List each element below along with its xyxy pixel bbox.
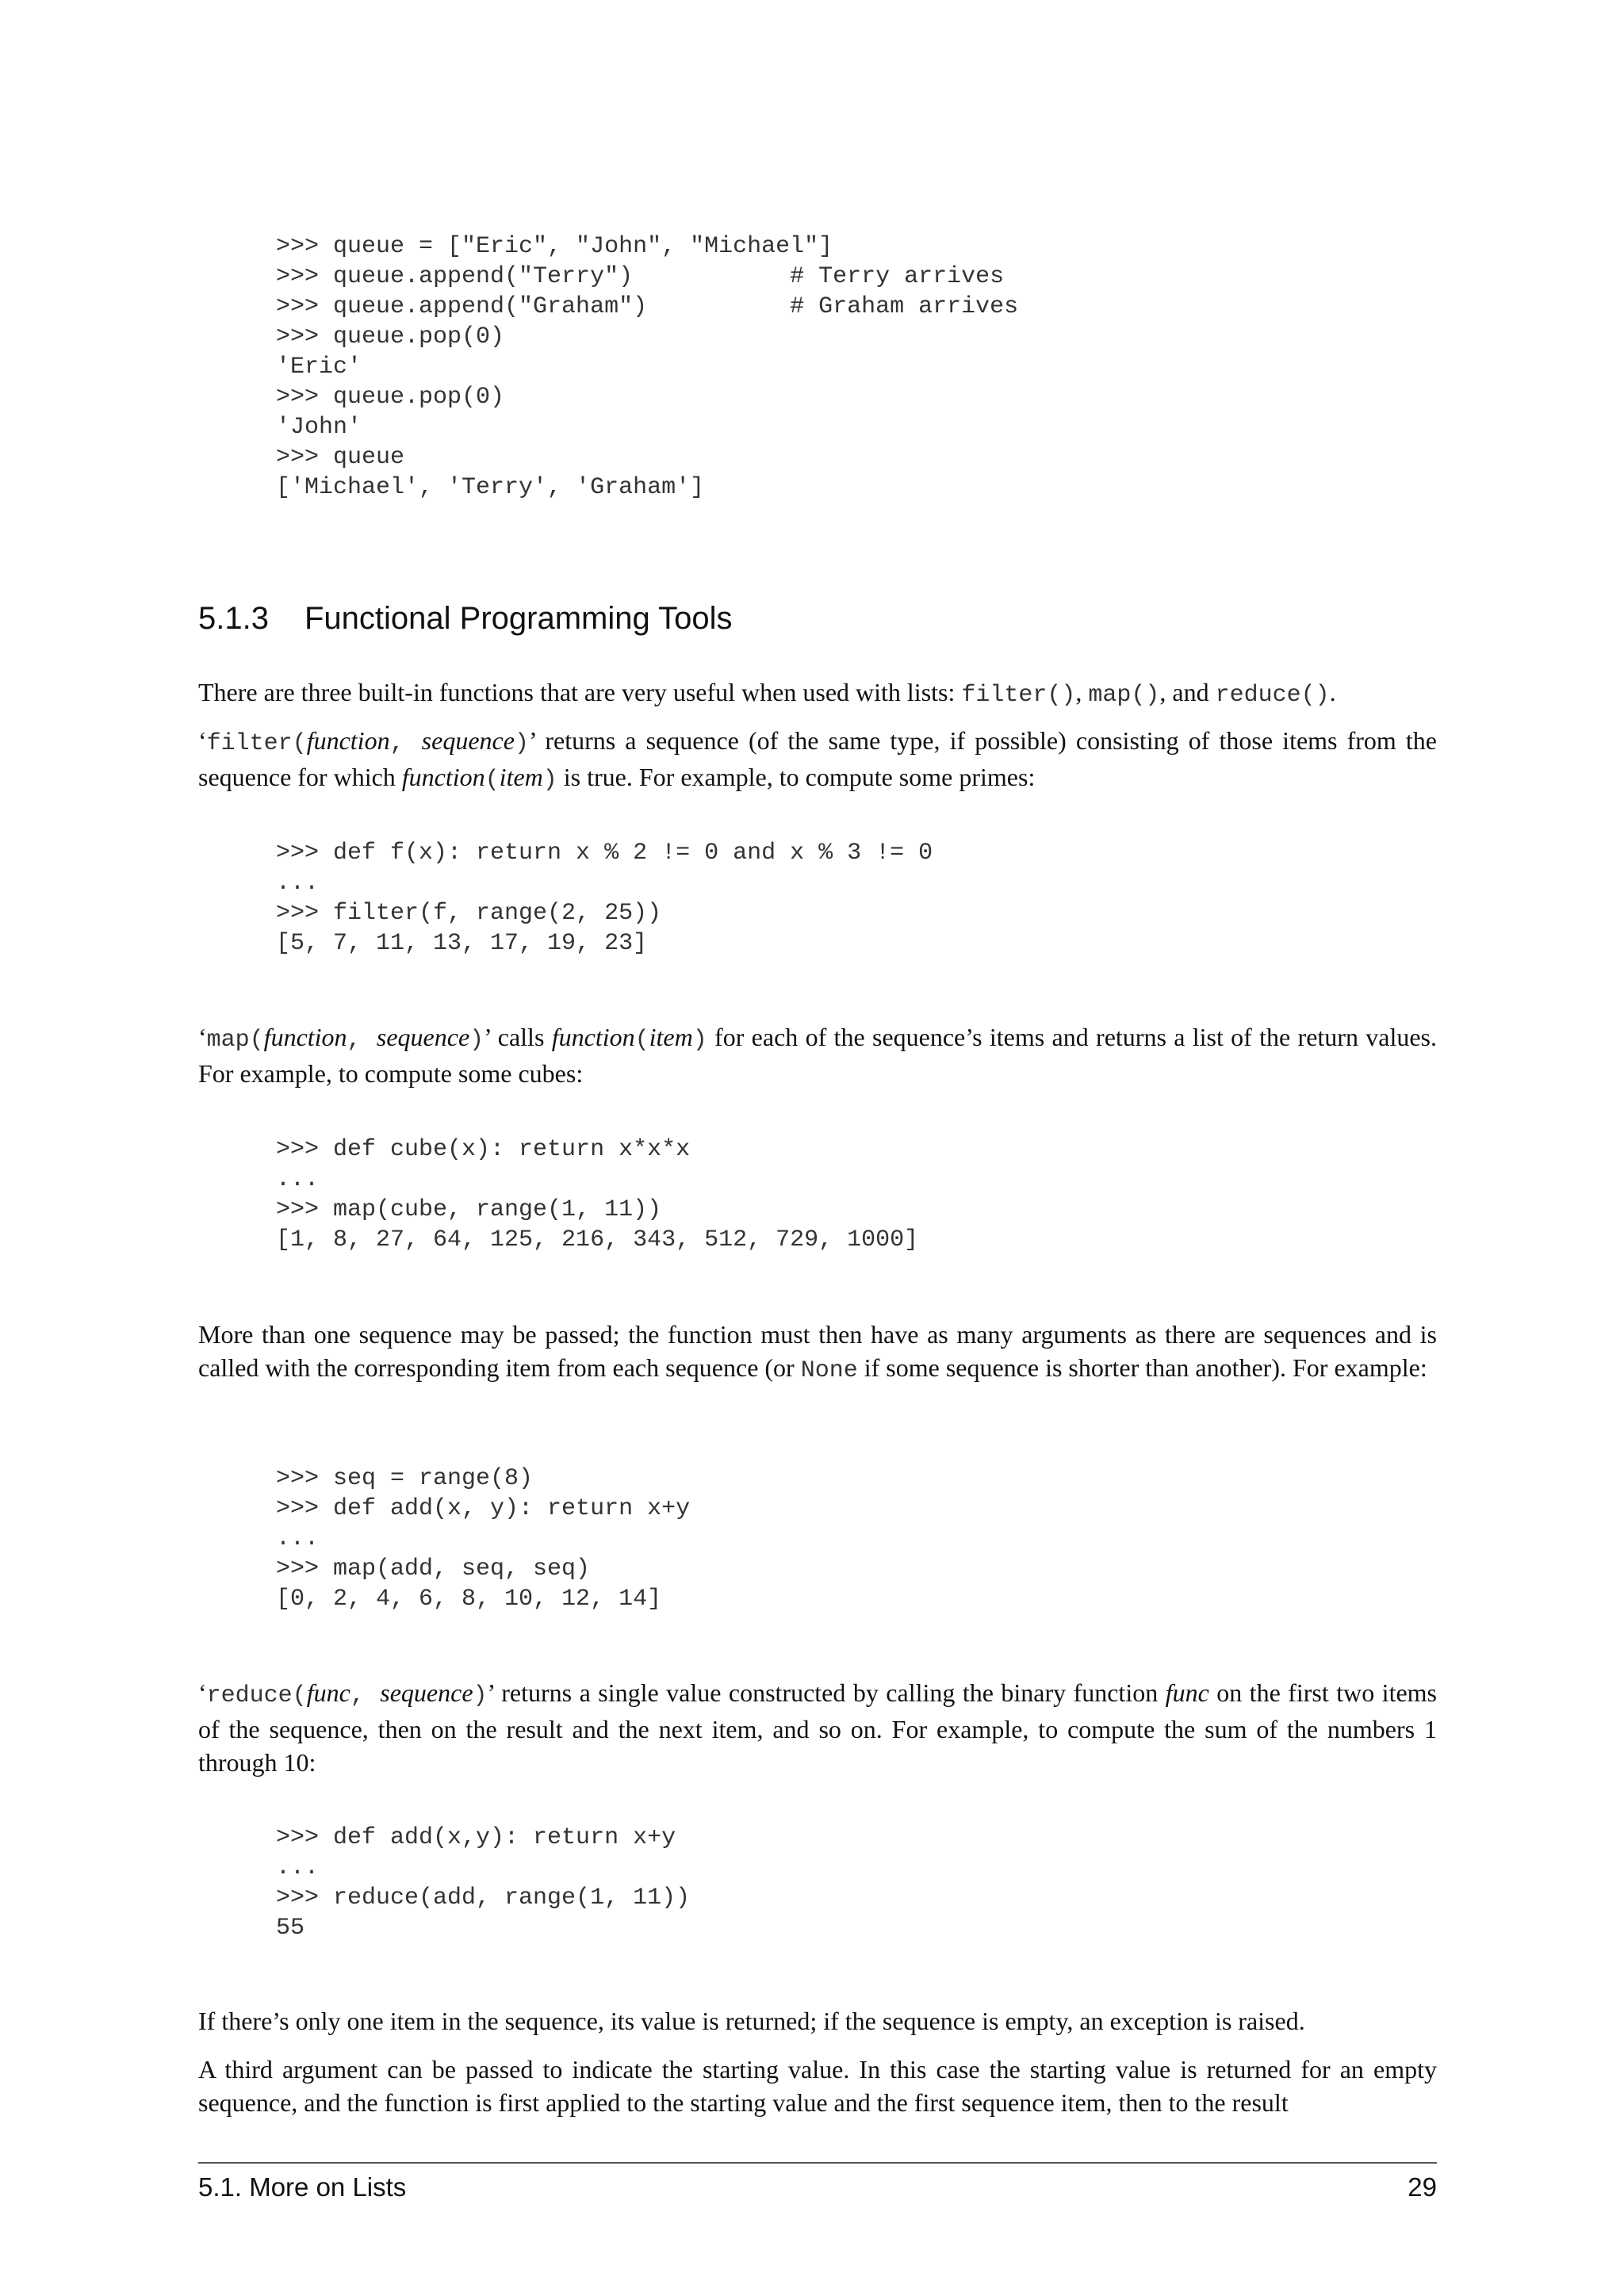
param-sequence: sequence <box>421 726 515 755</box>
open-paren: ( <box>634 1027 649 1054</box>
param-function: function <box>401 763 485 791</box>
map-desc-end: for each of the sequence’s items and returns a list of the return values. For example, to compute some cubes: <box>198 1023 1438 1088</box>
open-paren: ( <box>485 767 500 794</box>
param-func: func <box>1165 1678 1209 1707</box>
close-paren: ) <box>692 1027 707 1054</box>
section-number: 5.1.3 <box>198 601 269 636</box>
filter-desc-end: is true. For example, to compute some primes: <box>557 763 1036 791</box>
footer-rule <box>198 2162 1437 2164</box>
close-paren: ) <box>473 1682 488 1709</box>
quote-mark: ‘ <box>198 1678 207 1707</box>
intro-end: . <box>1329 678 1336 706</box>
param-function: function <box>306 726 390 755</box>
param-function: function <box>551 1023 635 1051</box>
close-paren: ) <box>469 1027 485 1054</box>
page-number: 29 <box>1408 2172 1437 2202</box>
param-function: function <box>263 1023 347 1051</box>
footer-section: 5.1. More on Lists <box>198 2172 407 2202</box>
code-block-reduce: >>> def add(x,y): return x+y ... >>> reduce(add, range(1, 11)) 55 <box>276 1824 691 1942</box>
param-sequence: sequence <box>376 1023 470 1051</box>
param-func: func <box>306 1678 350 1707</box>
close-paren: ) <box>514 730 529 757</box>
reduce-paragraph <box>198 1676 1437 1779</box>
multi-text-end: if some sequence is shorter than another). For example: <box>857 1353 1427 1382</box>
intro-paragraph <box>198 675 1437 712</box>
param-sep: , <box>347 1027 377 1054</box>
filter-func-ref: filter() <box>961 682 1076 709</box>
multi-sequence-paragraph <box>198 1318 1437 1387</box>
intro-text: There are three built-in functions that are very useful when used with lists: <box>198 678 962 706</box>
map-func-ref: map() <box>1088 682 1160 709</box>
third-argument-paragraph: A third argument can be passed to indicate the starting value. In this case the starting value is returned for an empty sequence, and the function is first applied to the starting value and the first sequence item, then to the result <box>198 2055 1437 2117</box>
reduce-desc: ’ returns a single value constructed by calling the binary function <box>487 1678 1166 1707</box>
param-sep: , <box>350 1682 381 1709</box>
intro-sep: , <box>1075 678 1089 706</box>
map-desc: ’ calls <box>484 1023 552 1051</box>
param-sep: , <box>389 730 422 757</box>
filter-desc: ’ returns a sequence (of the same type, if possible) consisting of those items from the sequence for which <box>198 726 1437 791</box>
none-literal: None <box>800 1357 858 1384</box>
multi-text: More than one sequence may be passed; the function must then have as many arguments as there are sequences and is called with the corresponding item from each sequence (or <box>198 1320 1437 1382</box>
reduce-func-ref: reduce() <box>1215 682 1330 709</box>
quote-mark: ‘ <box>198 1023 207 1051</box>
param-item: item <box>649 1023 693 1051</box>
section-heading <box>198 601 733 637</box>
code-block-map: >>> def cube(x): return x*x*x ... >>> map(cube, range(1, 11)) [1, 8, 27, 64, 125, 216, 343, 512, 729, 1000] <box>276 1136 919 1253</box>
code-block-queue: >>> queue = ["Eric", "John", "Michael"] >>> queue.append("Terry") # Terry arrives >>> queue.append("Graham") # Graham arrives >>> queue.pop(0) 'Eric' >>> queue.pop(0) 'John' >>> queue ['Michael', 'Terry', 'Graham'] <box>276 233 1019 501</box>
param-sequence: sequence <box>380 1678 473 1707</box>
code-block-filter: >>> def f(x): return x % 2 != 0 and x % 3 != 0 ... >>> filter(f, range(2, 25)) [5, 7, 11, 13, 17, 19, 23] <box>276 840 933 957</box>
param-item: item <box>499 763 543 791</box>
section-title: Functional Programming Tools <box>304 601 733 636</box>
map-paragraph <box>198 1020 1437 1090</box>
close-paren: ) <box>542 767 557 794</box>
quote-mark: ‘ <box>198 726 207 755</box>
single-item-paragraph: If there’s only one item in the sequence, its value is returned; if the sequence is empty, an exception is raised. <box>198 2007 1305 2035</box>
map-code: map( <box>206 1027 264 1054</box>
reduce-code: reduce( <box>206 1682 307 1709</box>
code-block-multi: >>> seq = range(8) >>> def add(x, y): return x+y ... >>> map(add, seq, seq) [0, 2, 4, 6, 8, 10, 12, 14] <box>276 1465 691 1613</box>
filter-paragraph <box>198 724 1437 797</box>
filter-code: filter( <box>206 730 307 757</box>
intro-sep: , and <box>1159 678 1216 706</box>
reduce-desc-end: on the first two items of the sequence, then on the result and the next item, and so on. For example, to compute the sum of the numbers 1 through 10: <box>198 1678 1438 1777</box>
